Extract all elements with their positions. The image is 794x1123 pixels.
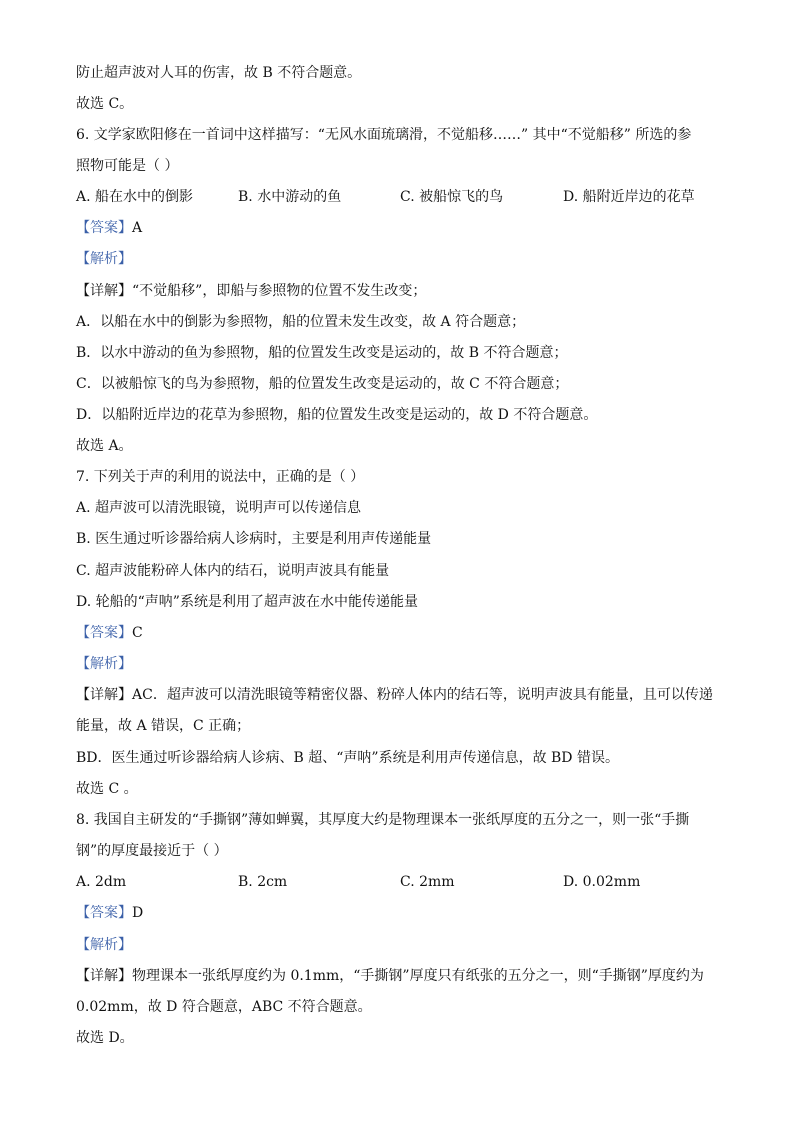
- question-7-option-d: D. 轮船的“声呐”系统是利用了超声波在水中能传递能量: [76, 594, 418, 610]
- explanation-line: D．以船附近岸边的花草为参照物，船的位置发生改变是运动的，故 D 不符合题意。: [76, 407, 598, 423]
- analysis-line: [76, 249, 132, 269]
- answer-line: [76, 218, 142, 238]
- detail-tag: 【详解】: [76, 968, 132, 984]
- question-7-option-c: C. 超声波能粉碎人体内的结石，说明声波具有能量: [76, 563, 390, 579]
- answer-line: [76, 903, 143, 923]
- analysis-tag: 【解析】: [76, 656, 132, 672]
- question-6-option-c: C. 被船惊飞的鸟: [400, 189, 504, 205]
- answer-value: A: [132, 220, 143, 236]
- conclusion-line: 故选 A。: [76, 438, 133, 454]
- analysis-tag: 【解析】: [76, 251, 132, 267]
- question-8-option-d: D. 0.02mm: [563, 874, 641, 890]
- conclusion-line: 故选 C 。: [76, 781, 138, 797]
- question-6-option-b: B. 水中游动的鱼: [238, 189, 342, 205]
- question-8-option-a: A. 2dm: [76, 874, 127, 890]
- answer-value: C: [132, 625, 143, 641]
- question-8-option-b: B. 2cm: [238, 874, 288, 890]
- question-8-stem: 8. 我国自主研发的“手撕钢”薄如蝉翼，其厚度大约是物理课本一张纸厚度的五分之一，则一张“手撕: [76, 812, 690, 828]
- answer-tag: 【答案】: [76, 905, 132, 921]
- explanation-line: 能量，故 A 错误，C 正确；: [76, 718, 251, 734]
- answer-line: [76, 623, 143, 643]
- analysis-line: [76, 935, 132, 955]
- question-7-stem: 7. 下列关于声的利用的说法中，正确的是（ ）: [76, 469, 365, 485]
- question-7-option-a: A. 超声波可以清洗眼镜，说明声可以传递信息: [76, 500, 362, 516]
- detail-line: [76, 685, 713, 705]
- detail-tag: 【详解】: [76, 283, 132, 299]
- question-6-option-a: A. 船在水中的倒影: [76, 189, 194, 205]
- explanation-line: A．以船在水中的倒影为参照物，船的位置未发生改变，故 A 符合题意；: [76, 314, 526, 330]
- explanation-line: BD．医生通过听诊器给病人诊病、B 超、“声呐”系统是利用声传递信息，故 BD 错误。: [76, 750, 619, 766]
- explanation-line: B．以水中游动的鱼为参照物，船的位置发生改变是运动的，故 B 不符合题意；: [76, 345, 568, 361]
- explanation-line: 0.02mm，故 D 符合题意，ABC 不符合题意。: [76, 999, 372, 1015]
- question-8-option-c: C. 2mm: [400, 874, 455, 890]
- question-8-stem: 钢”的厚度最接近于（ ）: [76, 843, 228, 859]
- detail-text: 物理课本一张纸厚度约为 0.1mm，“手撕钢”厚度只有纸张的五分之一，则“手撕钢”厚度约为: [132, 968, 704, 984]
- conclusion-line: 故选 D。: [76, 1030, 134, 1046]
- question-6-stem: 6. 文学家欧阳修在一首词中这样描写：“无风水面琉璃滑，不觉船移……” 其中“不觉船移” 所选的参: [76, 127, 692, 143]
- detail-line: [76, 281, 426, 301]
- detail-line: [76, 966, 704, 986]
- analysis-line: [76, 654, 132, 674]
- question-6-option-d: D. 船附近岸边的花草: [563, 189, 695, 205]
- question-6-stem: 照物可能是（ ）: [76, 158, 179, 174]
- text-line: 防止超声波对人耳的伤害，故 B 不符合题意。: [76, 65, 362, 81]
- text-line: 故选 C。: [76, 96, 134, 112]
- detail-tag: 【详解】: [76, 687, 132, 703]
- explanation-line: C．以被船惊飞的鸟为参照物，船的位置发生改变是运动的，故 C 不符合题意；: [76, 376, 569, 392]
- question-7-option-b: B. 医生通过听诊器给病人诊病时，主要是利用声传递能量: [76, 531, 432, 547]
- analysis-tag: 【解析】: [76, 937, 132, 953]
- answer-tag: 【答案】: [76, 625, 132, 641]
- detail-text: “不觉船移”，即船与参照物的位置不发生改变；: [132, 283, 427, 299]
- detail-text: AC．超声波可以清洗眼镜等精密仪器、粉碎人体内的结石等，说明声波具有能量，且可以传递: [132, 687, 713, 703]
- answer-tag: 【答案】: [76, 220, 132, 236]
- answer-value: D: [132, 905, 144, 921]
